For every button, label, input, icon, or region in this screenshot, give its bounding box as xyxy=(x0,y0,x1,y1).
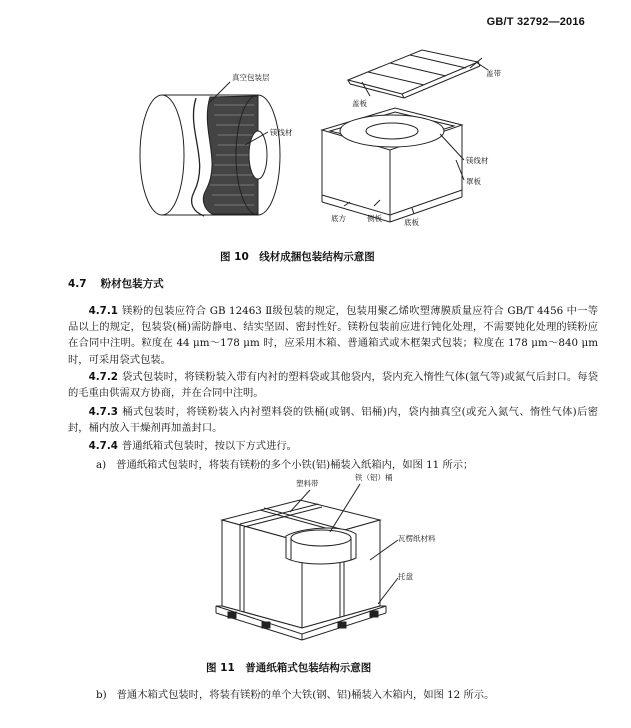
label-side-board: 罩板 xyxy=(466,177,481,186)
paragraph-text: 袋式包装时，将镁粉装入带有内衬的塑料袋或其他袋内，袋内充入惰性气体(氩气等)或氮气后封口。每袋的毛重由供需双方协商，并在合同中注明。 xyxy=(68,371,598,400)
paragraph-number: 4.7.4 xyxy=(88,440,118,452)
paragraph-4-7-3 xyxy=(68,404,598,436)
item-label: b) xyxy=(96,689,107,701)
item-text: 普通纸箱式包装时，将装有镁粉的多个小铁(铝)桶装入纸箱内，如图 11 所示； xyxy=(116,459,474,471)
label-plastic-strap: 塑料带 xyxy=(296,479,319,488)
item-label: a) xyxy=(96,459,107,471)
label-vacuum-layer: 真空包装层 xyxy=(232,73,270,82)
paragraph-4-7-1 xyxy=(68,303,598,368)
section-heading xyxy=(68,276,178,291)
label-carton-material: 瓦楞纸材料 xyxy=(398,534,436,543)
paragraph-number: 4.7.2 xyxy=(88,371,118,383)
paragraph-number: 4.7.1 xyxy=(88,305,118,317)
label-coil-right: 镁线材 xyxy=(466,156,489,165)
item-a xyxy=(96,457,596,473)
label-cover-strip: 盖带 xyxy=(486,69,501,78)
paragraph-text: 镁粉的包装应符合 GB 12463 Ⅱ级包装的规定，包装用聚乙烯吹塑薄膜质量应符合 GB/T 4456 中一等品以上的规定，包装袋(桶)需防静电、结实坚固、密封性好。镁粉包装前应进行钝化处理，不需要钝化处理的镁粉应在合同中注明。粒度在 44 μm～178 μm 时，应采用木箱、普通箱式或木框架式包装；粒度在 178 μm～840 μm 时，可采用袋式包装。 xyxy=(68,305,598,366)
label-iron-bucket: 铁（铝）桶 xyxy=(355,473,393,482)
label-coil-left: 镁线材 xyxy=(270,128,293,137)
item-text: 普通木箱式包装时，将装有镁粉的单个大铁(钢、铝)桶装入木箱内，如图 12 所示。 xyxy=(116,689,495,701)
label-pallet: 托盘 xyxy=(398,572,413,581)
paragraph-number: 4.7.3 xyxy=(88,406,118,418)
paragraph-text: 普通纸箱式包装时，按以下方式进行。 xyxy=(121,440,297,452)
paragraph-4-7-4 xyxy=(68,438,598,454)
section-number: 4.7 xyxy=(68,278,87,290)
label-bottom-square: 底方 xyxy=(331,214,346,223)
paragraph-4-7-2 xyxy=(68,369,598,401)
label-side-panel: 侧板 xyxy=(367,214,382,223)
figure-11-caption: 图 11 普通纸箱式包装结构示意图 xyxy=(206,662,372,674)
figure-10-caption: 图 10 线材成捆包装结构示意图 xyxy=(220,251,375,263)
standard-number: GB/T 32792—2016 xyxy=(486,16,585,28)
section-title: 粉材包装方式 xyxy=(100,278,164,290)
label-cover-board: 盖板 xyxy=(352,99,367,108)
paragraph-text: 桶式包装时，将镁粉装入内衬塑料袋的铁桶(或钢、铝桶)内，袋内抽真空(或充入氮气、惰性气体)后密封，桶内放入干燥剂再加盖封口。 xyxy=(68,406,598,435)
label-bottom-board: 底板 xyxy=(404,218,419,227)
item-b xyxy=(96,687,596,703)
